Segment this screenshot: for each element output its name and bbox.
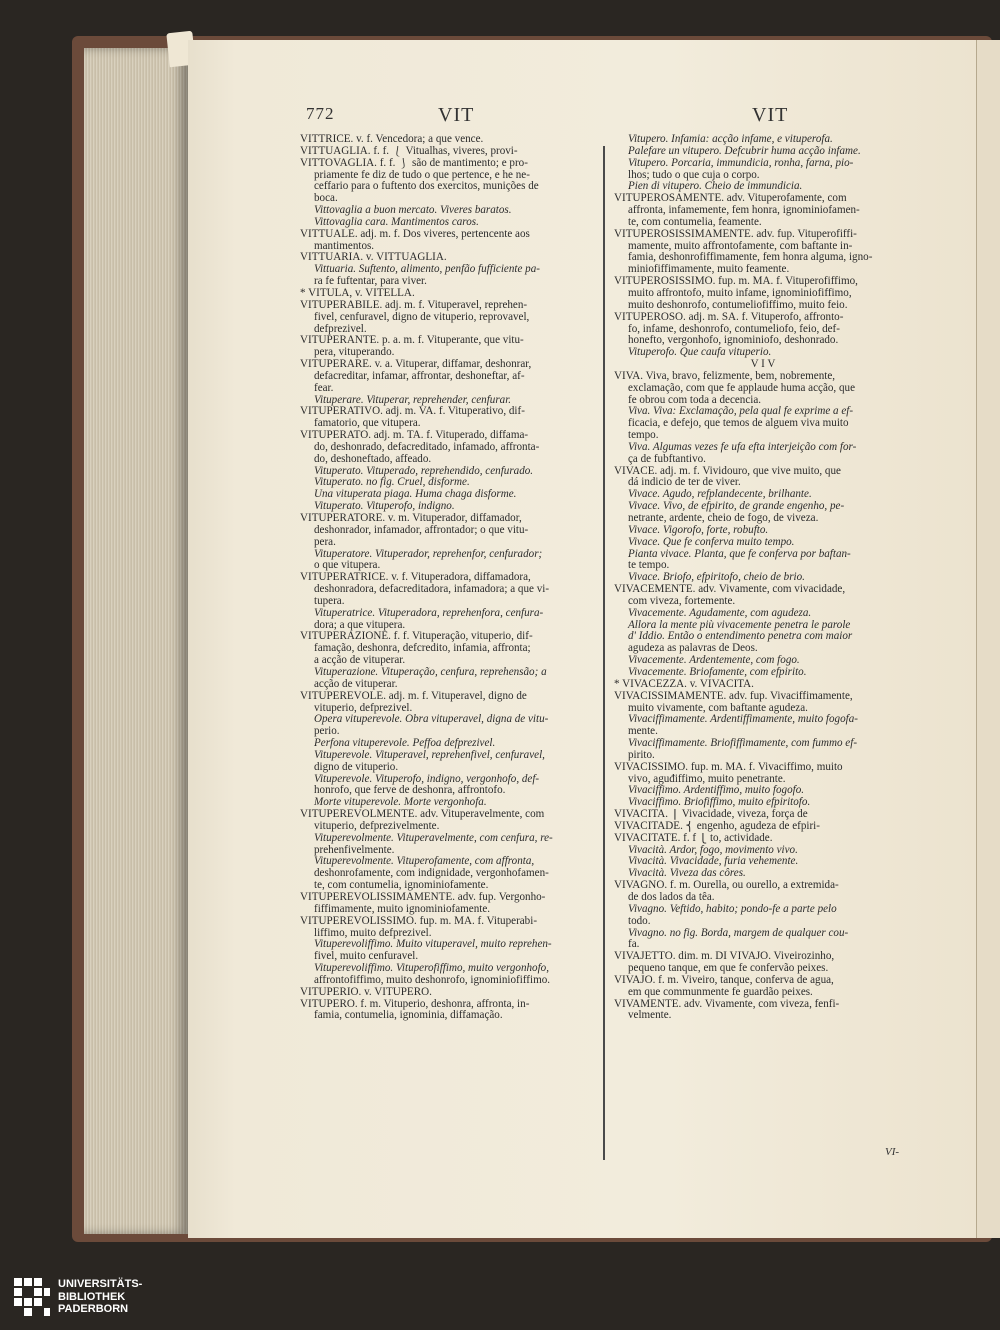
dictionary-line: honrofo, que ferve de deshonra, affrontofo.: [314, 785, 506, 797]
dictionary-line: Vituperazione. Vituperação, cenfura, reprehensão; a: [314, 666, 547, 678]
dictionary-line: VITUPERATO. adj. m. TA. f. Vituperado, diffama-: [300, 430, 529, 442]
dictionary-line: agudeza as palavras de Deos.: [628, 643, 758, 655]
dictionary-line: Vivaciffimo. Ardentiffimo, muito fogofo.: [628, 785, 805, 797]
dictionary-line: * VITULA, v. VITELLA.: [300, 287, 415, 299]
dictionary-line: fear.: [314, 382, 334, 394]
dictionary-line: VIVAJETTO. dim. m. DI VIVAJO. Viveirozinho,: [614, 951, 835, 963]
dictionary-line: Pianta vivace. Planta, que fe conferva por baftan-: [628, 548, 851, 560]
dictionary-line: de dos lados da têa.: [628, 892, 715, 903]
dictionary-line: Perfona vituperevole. Peffoa defprezivel.: [314, 738, 496, 750]
dictionary-line: VITTUAGLIA. f. f. ⎱ Vitualhas, viveres, provi-: [300, 145, 518, 157]
dictionary-line: dá indicio de ter de viver.: [628, 477, 741, 489]
dictionary-line: muito vivamente, com baftante agudeza.: [628, 702, 808, 714]
dictionary-line: deshonrador, infamador, affrontador; o que vitu-: [314, 524, 529, 536]
dictionary-line: VIVAMENTE. adv. Vivamente, com viveza, fenfi-: [614, 998, 840, 1010]
dictionary-line: em que communmente fe guardão peixes.: [628, 986, 813, 998]
next-page-edge: [976, 40, 1000, 1238]
dictionary-line: liffimo, muito defprezivel.: [314, 927, 432, 939]
dictionary-line: VITUPERAZIONE. f. f. Vituperação, vituperio, dif-: [300, 631, 533, 643]
dictionary-line: VITUPERIO. v. VITUPERO.: [300, 986, 432, 998]
dictionary-line: Vivace. Agudo, refplandecente, brilhante.: [628, 489, 812, 501]
dictionary-line: defacreditar, infamar, affrontar, deshoneftar, af-: [314, 370, 525, 382]
dictionary-line: VITUPEREVOLE. adj. m. f. Vituperavel, digno de: [300, 690, 527, 702]
dictionary-line: fa.: [628, 939, 640, 951]
dictionary-line: Vituperevole. Vituperavel, reprehenfivel, cenfuravel,: [314, 749, 545, 761]
dictionary-line: famação, deshonra, defcredito, infamia, affronta;: [314, 643, 531, 655]
dictionary-line: deshonradora, defacreditadora, infamadora; a que vi-: [314, 584, 550, 596]
dictionary-line: Opera vituperevole. Obra vituperavel, digna de vitu-: [314, 714, 549, 726]
dictionary-line: vivo, aguđiffimo, muito penetrante.: [628, 773, 786, 785]
column-rule: [603, 146, 605, 1160]
left-column: [300, 134, 598, 1022]
dictionary-line: Vivace. Vivo, de efpirito, de grande engenho, pe-: [628, 501, 845, 513]
dictionary-line: te, com contumelia, feamente.: [628, 216, 762, 228]
dictionary-line: VITUPERABILE. adj. m. f. Vituperavel, reprehen-: [300, 299, 528, 311]
dictionary-line: Vituperatrice. Vituperadora, reprehenfora, cenfura-: [314, 607, 544, 619]
dictionary-line: Vivaciffimamente. Ardentiffimamente, muito fogofa-: [628, 714, 858, 726]
dictionary-line: Vivacemente. Briofamente, com efpirito.: [628, 666, 807, 678]
dictionary-line: priamente fe diz de tudo o que pertence, e he ne-: [314, 169, 530, 181]
dictionary-line: * VIVACEZZA. v. VIVACITA.: [614, 678, 754, 690]
dictionary-line: ra fe fuftentar, para viver.: [314, 276, 427, 288]
dictionary-line: Vituperofo. Que caufa vituperio.: [628, 347, 772, 359]
dictionary-line: honefto, vergonhofo, ignominiofo, deshonrado.: [628, 335, 839, 347]
dictionary-line: o que vitupera.: [314, 560, 381, 572]
dictionary-line: Vituperato. Vituperofo, indigno.: [314, 501, 455, 513]
dictionary-line: Vitupero. Porcaria, immundicia, ronha, farna, pio-: [628, 157, 854, 169]
dictionary-line: d' Iddio. Então o entendimento penetra com maior: [628, 631, 853, 643]
dictionary-line: pera.: [314, 536, 336, 548]
dictionary-line: VITUPERATRICE. v. f. Vituperadora, diffamadora,: [300, 572, 531, 584]
dictionary-line: te tempo.: [628, 560, 670, 572]
dictionary-line: VIVACISSIMAMENTE. adv. fup. Vivaciffimamente,: [614, 690, 853, 702]
dictionary-line: VITTUALE. adj. m. f. Dos viveres, pertencente aos: [300, 228, 530, 240]
dictionary-line: miniofiffimamente, muito feamente.: [628, 264, 790, 276]
dictionary-line: mente.: [628, 726, 658, 738]
dictionary-line: VITUPEREVOLISSIMAMENTE. adv. fup. Vergonho-: [300, 892, 546, 903]
dictionary-line: Vivagno. no fig. Borda, margem de qualquer cou-: [628, 927, 849, 939]
dictionary-line: Vituperevolmente. Vituperavelmente, com cenfura, re-: [314, 832, 553, 844]
dictionary-line: VITUPERATORE. v. m. Vituperador, diffamador,: [300, 513, 522, 524]
dictionary-line: vituperio, defprezivelmente.: [314, 820, 440, 832]
dictionary-line: Vituperevoliffimo. Muito vituperavel, muito reprehen-: [314, 939, 552, 951]
dictionary-line: Allora la mente più vivacemente penetra le parole: [628, 619, 851, 631]
dictionary-line: Vituperato. Vituperado, reprehendido, cenfurado.: [314, 465, 534, 477]
dictionary-line: VIVACISSIMO. fup. m. MA. f. Vivaciffimo, muito: [614, 761, 843, 773]
dictionary-line: Viva. Algumas vezes fe ufa efta interjeição com for-: [628, 441, 857, 453]
dictionary-line: Vivace. Briofo, efpiritofo, cheio de brio.: [628, 572, 805, 584]
dictionary-line: velmente.: [628, 1010, 672, 1022]
dictionary-line: VITUPEROSISSIMAMENTE. adv. fup. Vituperofiffi-: [614, 228, 857, 240]
dictionary-line: netrante, ardente, cheio de fogo, de viveza.: [628, 513, 819, 524]
dictionary-line: Vivace. Que fe conferva muito tempo.: [628, 536, 795, 548]
dictionary-line: famia, deshonrofiffimamente, fem honra alguma, igno-: [628, 252, 873, 264]
library-logo-icon: [12, 1276, 52, 1320]
dictionary-line: Vivaciffimamente. Briofiffimamente, com fummo ef-: [628, 738, 858, 750]
dictionary-line: VITUPERO. f. m. Vituperio, deshonra, affronta, in-: [300, 998, 530, 1010]
catchword: VI-: [885, 1146, 900, 1158]
dictionary-line: Vivace. Vigorofo, forte, robufto.: [628, 524, 769, 536]
dictionary-line: Vituperato. no fig. Cruel, disforme.: [314, 477, 470, 489]
dictionary-line: VITTUARIA. v. VITTUAGLIA.: [300, 252, 447, 264]
dictionary-line: Vituperevoliffimo. Vituperofiffimo, muito vergonhofo,: [314, 963, 549, 975]
dictionary-line: ficacia, e defejo, que temos de alguem viva muito: [628, 418, 849, 430]
dictionary-line: VIVA. Viva, bravo, felizmente, bem, nobremente,: [614, 370, 836, 382]
dictionary-line: VIVAJO. f. m. Viveiro, tanque, conferva de agua,: [614, 974, 834, 986]
dictionary-line: VIVACITATE. f. f ⎩ to, actividade.: [614, 832, 773, 844]
dictionary-line: digno de vituperio.: [314, 761, 399, 773]
dictionary-line: Vittovaglia a buon mercato. Viveres baratos.: [314, 205, 512, 217]
dictionary-line: VITTRICE. v. f. Vencedora; a que vence.: [300, 134, 484, 145]
dictionary-line: perio.: [314, 726, 340, 738]
dictionary-line: ceffario para o fuftento dos exercitos, munições de: [314, 181, 539, 193]
dictionary-line: Vittovaglia cara. Mantimentos caros.: [314, 216, 479, 228]
library-name: [58, 1278, 142, 1316]
dictionary-line: Vituperare. Vituperar, reprehender, cenfurar.: [314, 394, 512, 406]
dictionary-line: Vittuaria. Suftento, alimento, penfão fufficiente pa-: [314, 264, 540, 276]
dictionary-line: vituperio, defprezivel.: [314, 702, 413, 714]
dictionary-line: Vivacemente. Agudamente, com agudeza.: [628, 607, 812, 619]
dictionary-line: Vivacità. Vivacidade, furia vehemente.: [628, 856, 799, 868]
dictionary-line: te, com contumelia, ignominiofamente.: [314, 880, 489, 892]
page-number: 772: [306, 104, 335, 123]
dictionary-line: Vituperevolmente. Vituperofamente, com affronta,: [314, 856, 535, 868]
page-edges: [84, 48, 188, 1234]
dictionary-line: prehenfivelmente.: [314, 844, 395, 856]
dictionary-line: VITUPEREVOLMENTE. adv. Vituperavelmente, com: [300, 809, 545, 821]
dictionary-line: VITUPEROSISSIMO. fup. m. MA. f. Vituperofiffimo,: [614, 276, 858, 288]
dictionary-line: Vivacemente. Ardentemente, com fogo.: [628, 655, 800, 667]
dictionary-line: a acção de vituperar.: [314, 655, 406, 667]
dictionary-line: Morte vituperevole. Morte vergonhofa.: [314, 797, 487, 809]
dictionary-line: deshonrofamente, com indignidade, vergonhofamen-: [314, 868, 549, 880]
library-line-1: UNIVERSITÄTS-: [58, 1278, 143, 1290]
dictionary-line: Vivaciffimo. Briofiffimo, muito efpiritofo.: [628, 797, 811, 809]
dictionary-line: tupera.: [314, 595, 345, 607]
dictionary-line: VITUPEREVOLISSIMO. fup. m. MA. f. Vituperabi-: [300, 915, 538, 927]
dictionary-line: Vitupero. Infamia: acção infame, e vituperofa.: [628, 134, 833, 145]
library-line-3: PADERBORN: [58, 1303, 129, 1315]
dictionary-line: VITTOVAGLIA. f. f. ⎰ são de mantimento; e pro-: [300, 157, 528, 169]
dictionary-line: mantimentos.: [314, 240, 375, 252]
dictionary-line: Vituperatore. Vituperador, reprehenfor, cenfurador;: [314, 548, 543, 560]
dictionary-line: Vivagno. Veftido, habito; pondo-fe a parte pelo: [628, 903, 837, 915]
right-column: [614, 134, 912, 1022]
dictionary-line: VITUPERATIVO. adj. m. VA. f. Vituperativo, dif-: [300, 406, 525, 418]
dictionary-line: Vituperevole. Vituperofo, indigno, vergonhofo, def-: [314, 773, 540, 785]
dictionary-line: pera, vituperando.: [314, 347, 395, 359]
library-line-2: BIBLIOTHEK: [58, 1290, 126, 1303]
dictionary-line: defprezivel.: [314, 323, 367, 335]
dictionary-line: muito deshonrofo, contumeliofiffimo, muito feio.: [628, 299, 848, 311]
dictionary-line: Pien di vitupero. Cheio de immundicia.: [628, 181, 803, 193]
dictionary-line: VIVACITA. ⎧ Vivacidade, viveza, força de: [614, 809, 808, 821]
dictionary-line: affrontofiffimo, muito deshonrofo, ignominiofiffimo.: [314, 974, 551, 986]
dictionary-line: tempo.: [628, 430, 659, 442]
dictionary-line: ça de fubftantivo.: [628, 453, 706, 465]
dictionary-line: VITUPEROSAMENTE. adv. Vituperofamente, com: [614, 193, 847, 205]
dictionary-line: pirito.: [628, 749, 655, 761]
dictionary-line: dora; a que vitupera.: [314, 619, 406, 631]
dictionary-line: do, deshoneftado, affeado.: [314, 453, 432, 465]
dictionary-line: VITUPERARE. v. a. Vituperar, diffamar, deshonrar,: [300, 359, 532, 371]
running-head-right: VIT: [752, 104, 789, 126]
dictionary-line: todo.: [628, 915, 651, 927]
dictionary-line: VIVACITADE. ⎨ engenho, agudeza de efpiri-: [614, 820, 820, 832]
dictionary-line: fo, infame, deshonrofo, contumeliofo, feio, def-: [628, 323, 840, 335]
dictionary-line: VIVAGNO. f. m. Ourella, ou ourello, a extremida-: [614, 880, 839, 892]
dictionary-line: famia, contumelia, ignominia, diffamação.: [314, 1010, 503, 1022]
dictionary-line: Una vituperata piaga. Huma chaga disforme.: [314, 489, 517, 501]
dictionary-line: boca.: [314, 193, 338, 205]
dictionary-line: VITUPERANTE. p. a. m. f. Vituperante, que vitu-: [300, 335, 524, 347]
dictionary-line: VIVACE. adj. m. f. Vividouro, que vive muito, que: [614, 465, 841, 477]
dictionary-line: acção de vituperar.: [314, 678, 398, 690]
running-head-left: VIT: [438, 104, 475, 126]
dictionary-line: fe obrou com toda a decencia.: [628, 394, 762, 406]
dictionary-line: VIVACEMENTE. adv. Vivamente, com vivacidade,: [614, 584, 846, 596]
dictionary-line: com viveza, fortemente.: [628, 595, 736, 607]
dictionary-line: lhos; tudo o que cuja o corpo.: [628, 169, 760, 181]
dictionary-line: Vivacità. Ardor, fogo, movimento vivo.: [628, 844, 798, 856]
dictionary-line: exclamação, com que fe applaude huma acção, que: [628, 382, 855, 394]
dictionary-line: fivel, muito cenfuravel.: [314, 951, 419, 963]
dictionary-line: mamente, muito affrontofamente, com baftante in-: [628, 240, 853, 252]
dictionary-line: fivel, cenfuravel, digno de vituperio, reprovavel,: [314, 311, 530, 323]
dictionary-line: pequeno tanque, em que fe confervão peixes.: [628, 963, 829, 975]
dictionary-line: fiffimamente, muito ignominiofamente.: [314, 903, 491, 915]
dictionary-line: VITUPEROSO. adj. m. SA. f. Vituperofo, affronto-: [614, 311, 844, 323]
dictionary-line: Viva. Viva: Exclamação, pela qual fe exprime a ef-: [628, 406, 854, 418]
dictionary-line: muito affrontofo, muito infame, ignominiofiffimo,: [628, 287, 852, 299]
dictionary-line: Palefare un vitupero. Defcubrir huma acção infame.: [628, 145, 861, 157]
dictionary-line: affronta, infamemente, fem honra, ignominiofamen-: [628, 205, 860, 217]
dictionary-line: do, deshonrado, defacreditado, infamado, affronta-: [314, 441, 540, 453]
dictionary-line: famatorio, que vitupera.: [314, 418, 421, 430]
dictionary-line: Vivacità. Viveza das côres.: [628, 868, 746, 880]
dictionary-line: V I V: [750, 359, 776, 371]
